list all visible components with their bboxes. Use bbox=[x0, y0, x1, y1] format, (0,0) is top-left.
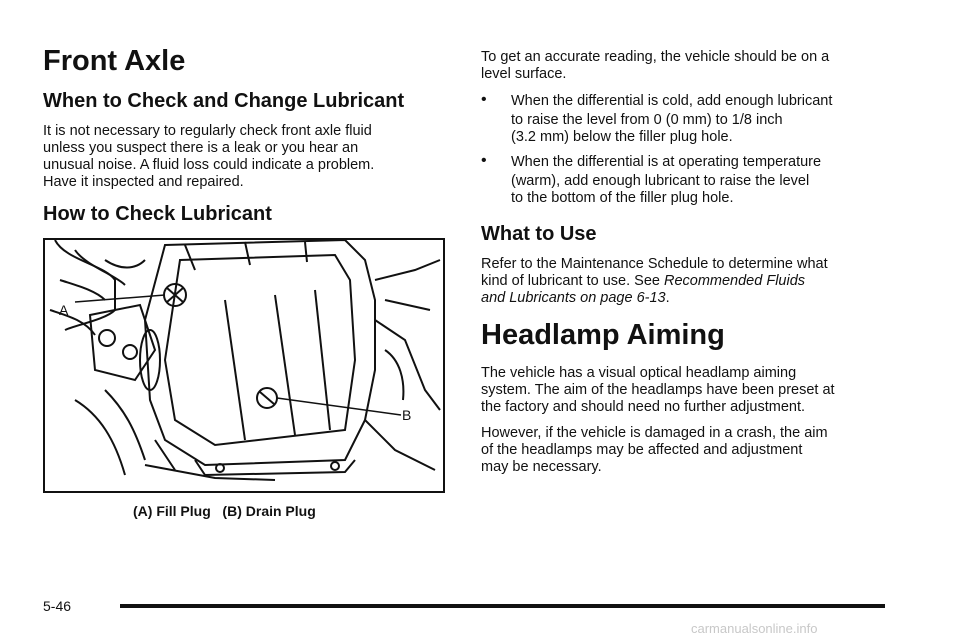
front-axle-illustration bbox=[43, 238, 445, 493]
heading-when-to-check: When to Check and Change Lubricant bbox=[43, 90, 405, 112]
page-title-front-axle: Front Axle bbox=[43, 45, 186, 77]
figure-label-b: B bbox=[402, 407, 412, 423]
page-title-headlamp-aiming: Headlamp Aiming bbox=[481, 319, 725, 351]
paragraph-accurate-reading: To get an accurate reading, the vehicle should be on a level surface. bbox=[481, 49, 830, 82]
axle-line-drawing bbox=[45, 240, 445, 493]
link-recommended-fluids[interactable]: Recommended Fluids bbox=[663, 273, 806, 289]
figure-caption: (A) Fill Plug (B) Drain Plug bbox=[133, 503, 316, 519]
link-page-reference[interactable]: and Lubricants on page 6-13 bbox=[481, 290, 666, 306]
paragraph-headlamp-system: The vehicle has a visual optical headlamp aiming system. The aim of the headlamps have been preset at the factory and should need no further adjustment. bbox=[481, 365, 835, 415]
bullet-dot-icon: • bbox=[481, 152, 487, 169]
watermark-text: carmanualsonline.info bbox=[691, 621, 818, 636]
page-number: 5-46 bbox=[43, 598, 72, 614]
heading-what-to-use: What to Use bbox=[481, 223, 597, 245]
footer-rule bbox=[120, 604, 885, 608]
bullet-dot-icon: • bbox=[481, 91, 487, 108]
paragraph-check-fluid: It is not necessary to regularly check front axle fluid unless you suspect there is a leak or you hear an unusual noise. A fluid loss could indicate a problem. Have it inspected and repaired. bbox=[43, 123, 375, 190]
figure-label-a: A bbox=[59, 302, 69, 318]
bullet-item-cold: • When the differential is cold, add enough lubricant to raise the level from 0 (0 mm) to 1/8 inch (3.2 mm) below the filler plug hole. bbox=[481, 91, 833, 145]
heading-how-to-check: How to Check Lubricant bbox=[43, 203, 272, 225]
leader-line-b bbox=[277, 398, 401, 415]
bullet-item-warm: • When the differential is at operating temperature (warm), add enough lubricant to raise the level to the bottom of the filler plug hole. bbox=[481, 152, 822, 206]
paragraph-crash-adjustment: However, if the vehicle is damaged in a crash, the aim of the headlamps may be affected and adjustment may be necessary. bbox=[481, 425, 828, 475]
paragraph-what-to-use: Refer to the Maintenance Schedule to determine what kind of lubricant to use. See Recommended Fluids and Lubricants on page 6-13. bbox=[481, 256, 828, 306]
